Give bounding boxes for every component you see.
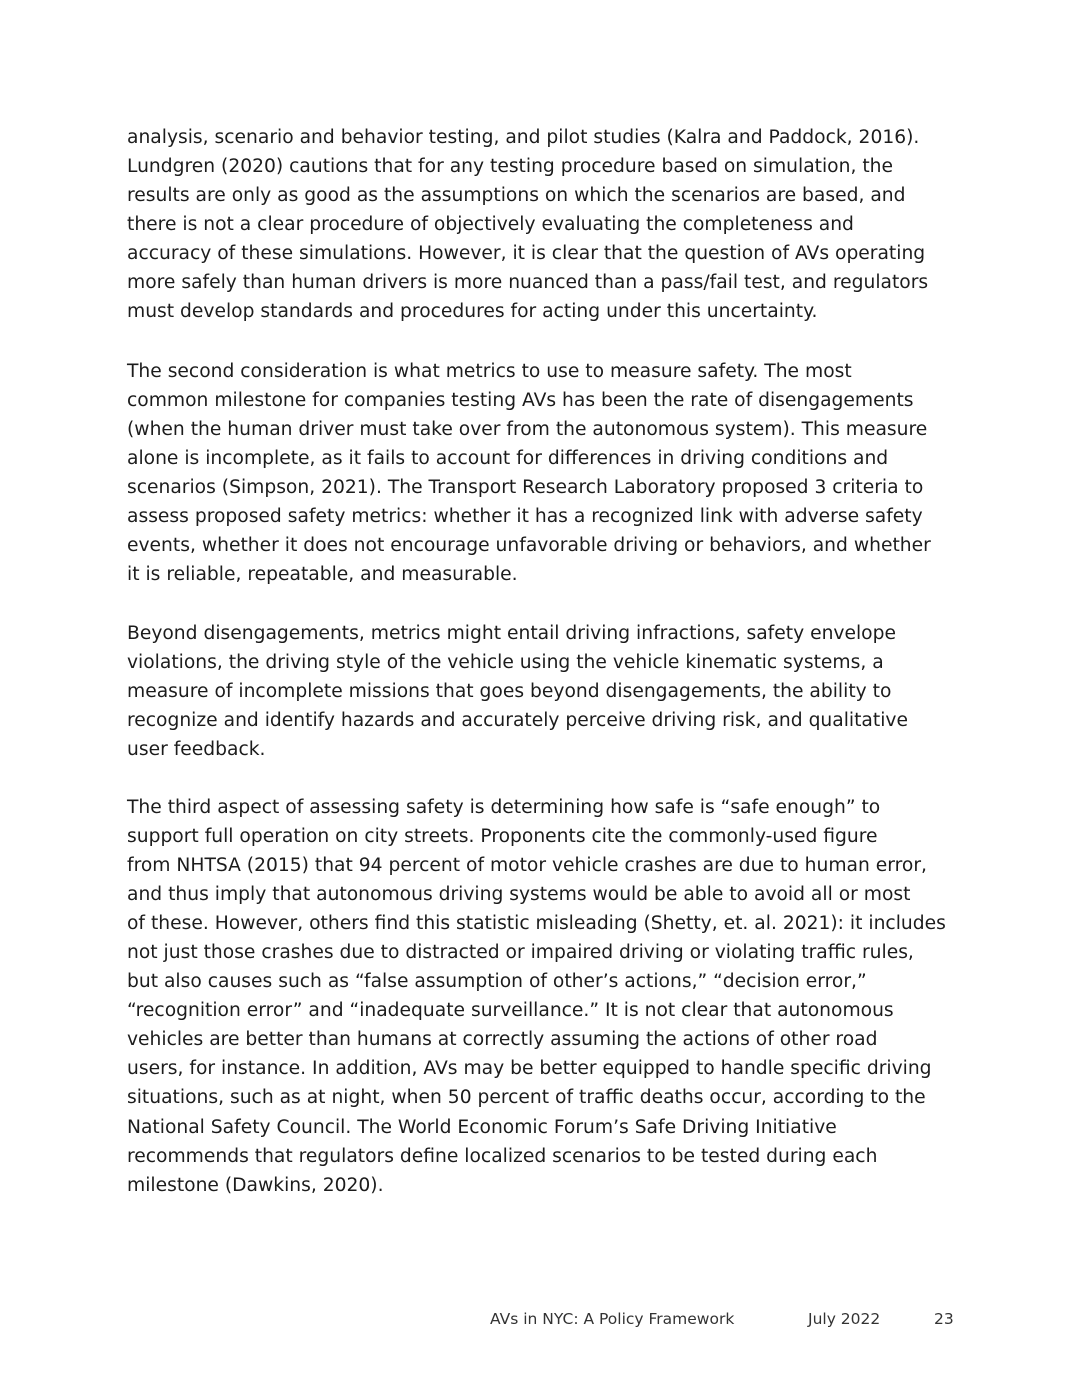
text-line: alone is incomplete, as it fails to account for differences in driving conditions and [127, 448, 889, 470]
text-line: (when the human driver must take over from the autonomous system). This measure [127, 419, 928, 441]
footer-date: July 2022 [808, 1310, 881, 1328]
text-line: recognize and identify hazards and accurately perceive driving risk, and qualitative [127, 710, 908, 732]
text-line: “recognition error” and “inadequate surveillance.” It is not clear that autonomous [127, 1000, 894, 1022]
text-line: results are only as good as the assumptions on which the scenarios are based, and [127, 185, 906, 207]
text-line: scenarios (Simpson, 2021). The Transport Research Laboratory proposed 3 criteria to [127, 477, 924, 499]
text-line: measure of incomplete missions that goes beyond disengagements, the ability to [127, 681, 892, 703]
text-line: must develop standards and procedures for acting under this uncertainty. [127, 301, 818, 323]
footer-page-number: 23 [934, 1310, 954, 1328]
text-line: recommends that regulators define localized scenarios to be tested during each [127, 1145, 878, 1167]
text-line: The second consideration is what metrics to use to measure safety. The most [127, 361, 852, 382]
text-line: Lundgren (2020) cautions that for any testing procedure based on simulation, the [127, 156, 894, 178]
text-line: National Safety Council. The World Economic Forum’s Safe Driving Initiative [127, 1116, 837, 1138]
text-line: users, for instance. In addition, AVs may be better equipped to handle specific driving [127, 1058, 932, 1080]
text-line: of these. However, others find this statistic misleading (Shetty, et. al. 2021): it includes [127, 913, 946, 935]
paragraph-beyond-disengagements [127, 619, 957, 764]
footer-document-title: AVs in NYC: A Policy Framework [490, 1310, 735, 1328]
text-line: accuracy of these simulations. However, it is clear that the question of AVs operating [127, 243, 926, 265]
text-line: vehicles are better than humans at correctly assuming the actions of other road [127, 1029, 878, 1051]
text-line: but also causes such as “false assumption of other’s actions,” “decision error,” [127, 971, 867, 993]
text-line: common milestone for companies testing AVs has been the rate of disengagements [127, 390, 914, 412]
text-line: milestone (Dawkins, 2020). [127, 1174, 384, 1196]
text-line: user feedback. [127, 739, 266, 761]
text-line: and thus imply that autonomous driving systems would be able to avoid all or most [127, 884, 911, 906]
paragraph-safe-enough [127, 793, 957, 1200]
text-line: violations, the driving style of the vehicle using the vehicle kinematic systems, a [127, 652, 884, 674]
text-line: situations, such as at night, when 50 percent of traffic deaths occur, according to the [127, 1087, 926, 1109]
text-line: it is reliable, repeatable, and measurable. [127, 564, 518, 586]
text-line: assess proposed safety metrics: whether it has a recognized link with adverse safety [127, 506, 923, 528]
paragraph-testing-methods [127, 123, 957, 326]
text-line: The third aspect of assessing safety is determining how safe is “safe enough” to [127, 797, 881, 818]
paragraph-safety-metrics [127, 357, 957, 589]
text-line: analysis, scenario and behavior testing, and pilot studies (Kalra and Paddock, 2016). [127, 127, 920, 148]
text-line: from NHTSA (2015) that 94 percent of motor vehicle crashes are due to human error, [127, 855, 927, 877]
text-line: not just those crashes due to distracted or impaired driving or violating traffic rules, [127, 942, 914, 964]
text-line: events, whether it does not encourage unfavorable driving or behaviors, and whether [127, 535, 931, 557]
text-line: support full operation on city streets. Proponents cite the commonly-used figure [127, 826, 878, 848]
text-line: Beyond disengagements, metrics might entail driving infractions, safety envelope [127, 623, 896, 644]
text-line: more safely than human drivers is more nuanced than a pass/fail test, and regulators [127, 272, 929, 294]
text-line: there is not a clear procedure of objectively evaluating the completeness and [127, 214, 854, 236]
